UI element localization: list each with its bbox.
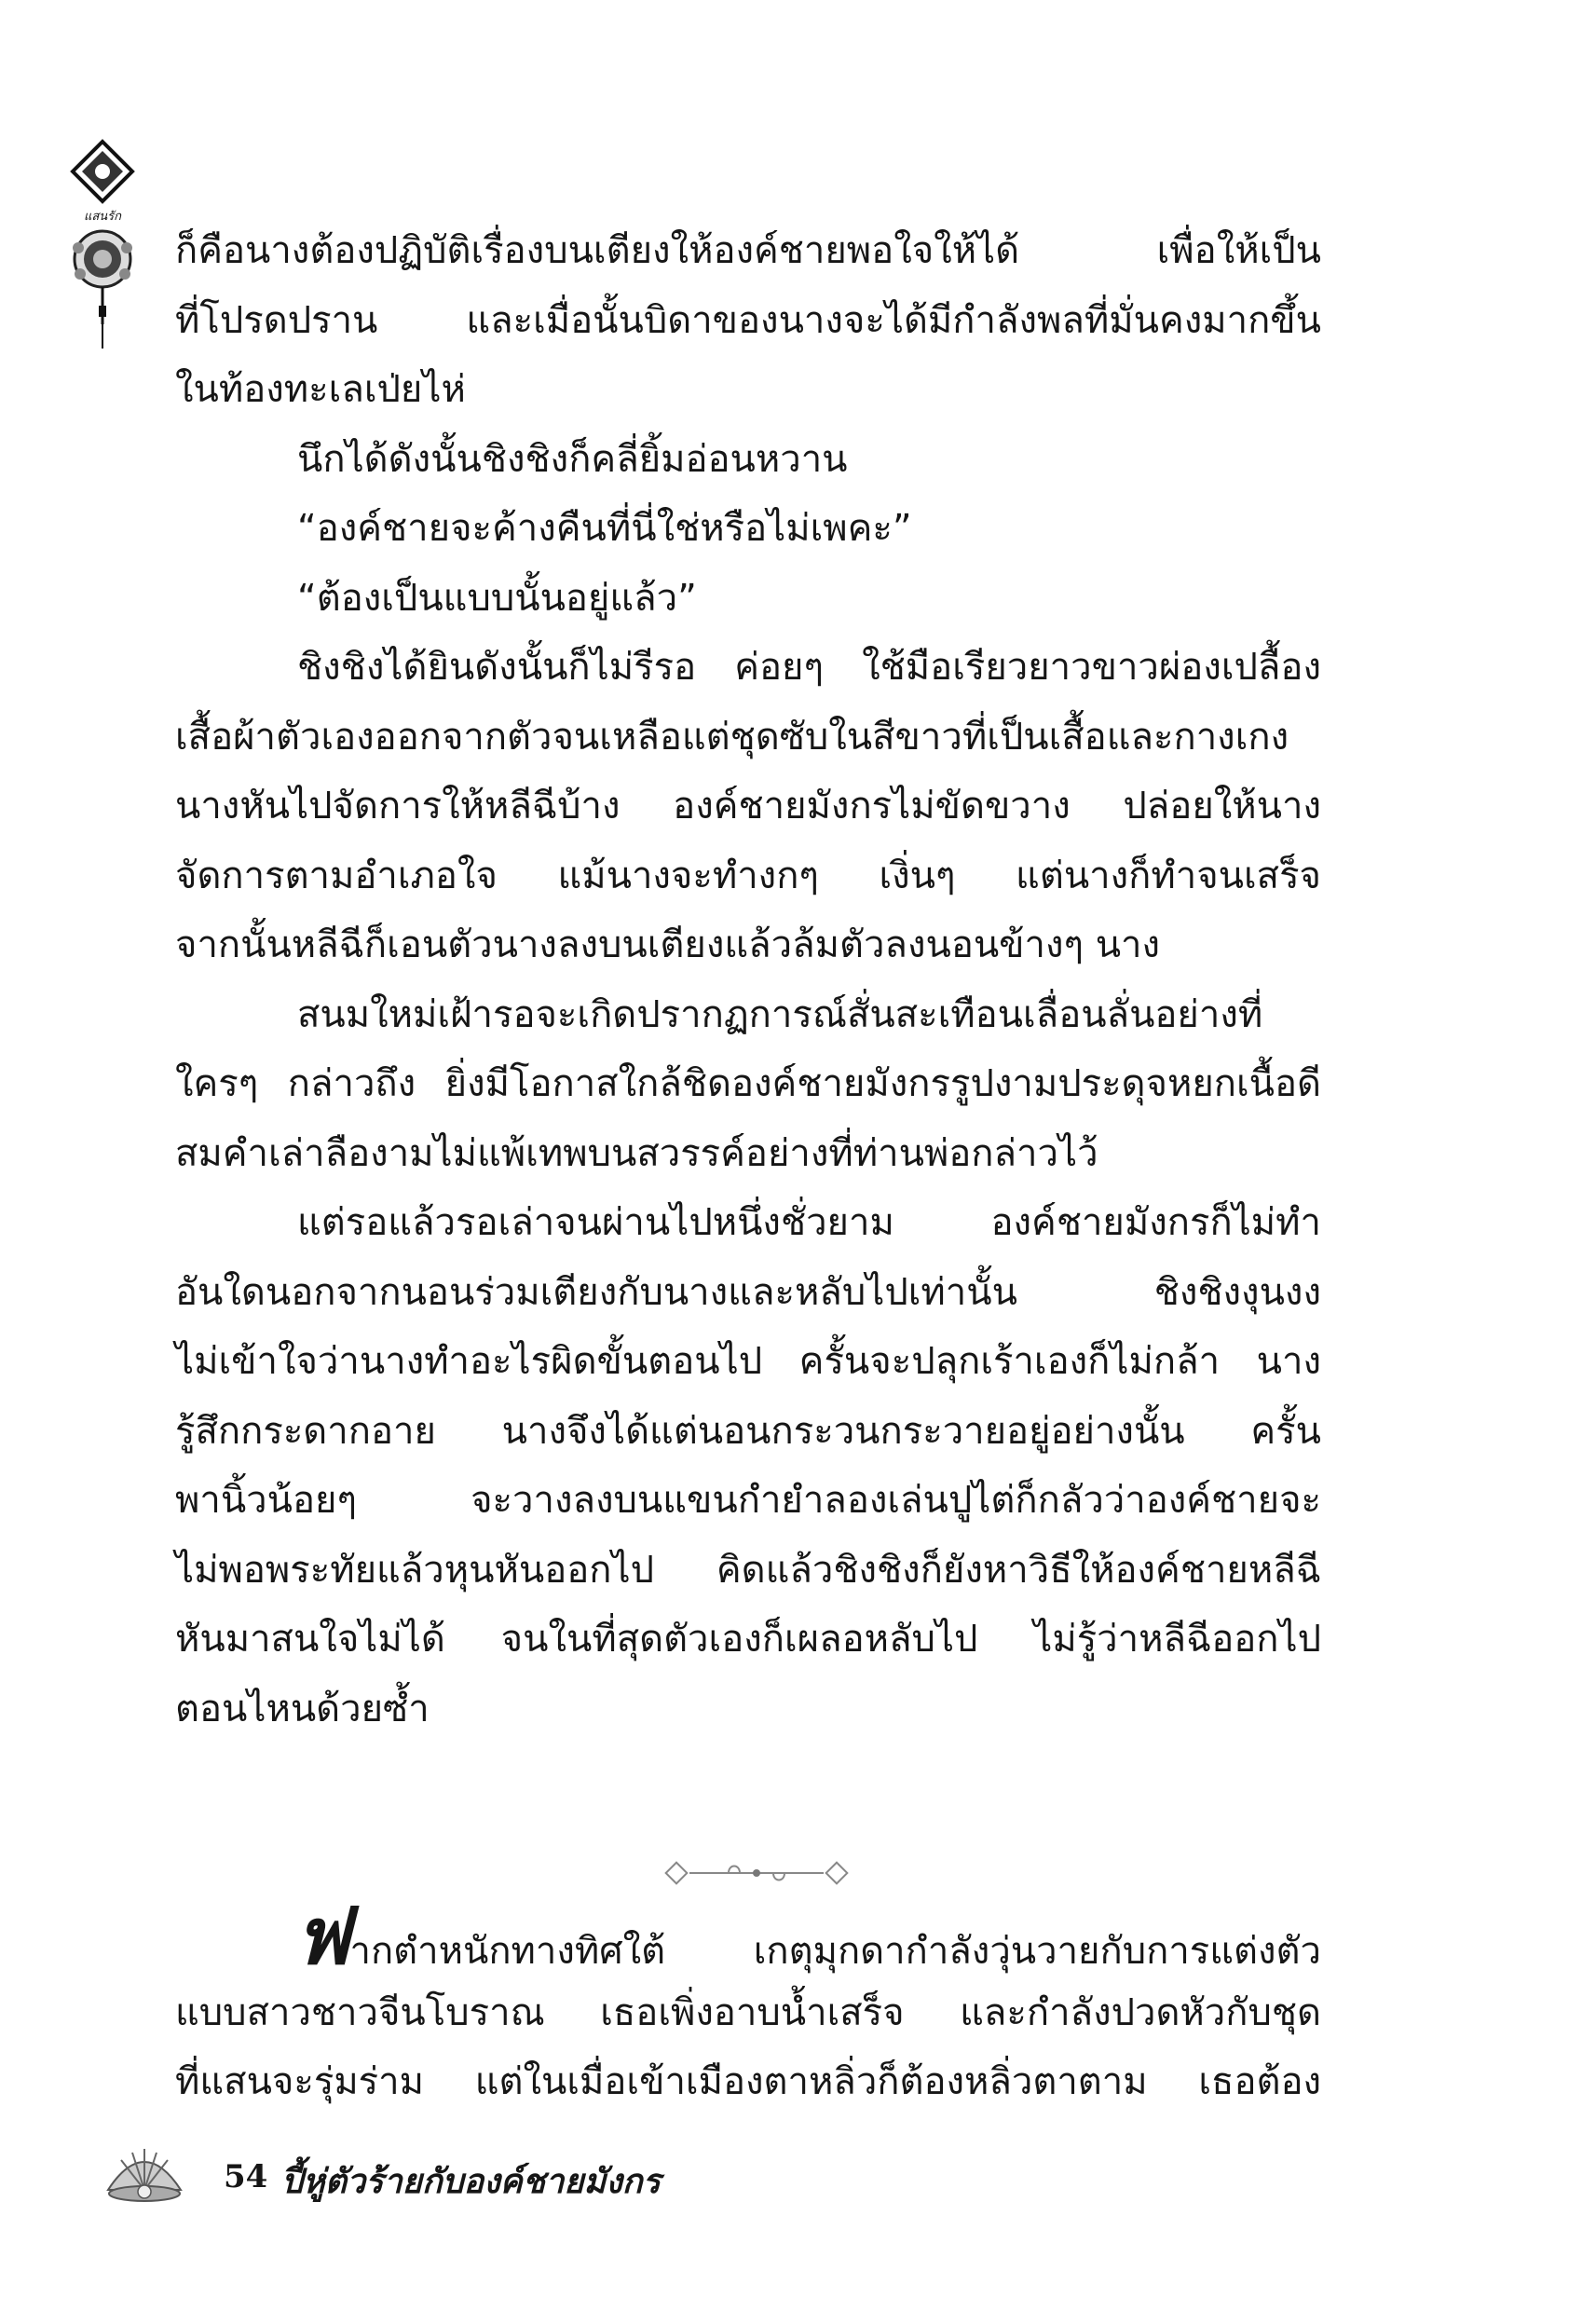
text-line: สมคำเล่าลืองามไม่แพ้เทพบนสวรรค์อย่างที่ท่านพ่อกล่าวไว้ xyxy=(175,1131,1098,1175)
text-line: ไม่พอพระทัยแล้วหุนหันออกไป คิดแล้วชิงชิงก็ยังหาวิธีให้องค์ชายหลีฉี xyxy=(175,1548,1321,1592)
book-title: ปี้หู่ตัวร้ายกับองค์ชายมังกร xyxy=(281,2163,661,2201)
text-line: ากตำหนักทางทิศใต้ เกตุมุกดากำลังวุ่นวายกับการแต่งตัว xyxy=(349,1930,1321,1973)
medallion-icon xyxy=(73,231,132,287)
text-line: ไม่เข้าใจว่านางทำอะไรผิดขั้นตอนไป ครั้นจะปลุกเร้าเองก็ไม่กล้า นาง xyxy=(175,1340,1321,1383)
text-line: ก็คือนางต้องปฏิบัติเรื่องบนเตียงให้องค์ชายพอใจให้ได้ เพื่อให้เป็น xyxy=(175,229,1321,272)
page-footer xyxy=(102,2141,755,2216)
text-line: ในท้องทะเลเป่ยไห่ xyxy=(175,368,466,411)
text-line: ชิงชิงได้ยินดังนั้นก็ไม่รีรอ ค่อยๆ ใช้มือเรียวยาวขาวผ่องเปลื้อง xyxy=(297,646,1321,689)
logo-text: แสนรัก xyxy=(83,210,122,224)
diamond-ornament-icon xyxy=(73,142,132,201)
text-line: จัดการตามอำเภอใจ แม้นางจะทำงกๆ เงิ่นๆ แต่นางก็ทำจนเสร็จ xyxy=(175,854,1321,897)
text-line-with-dropcap xyxy=(175,1890,1321,1982)
tassel-icon xyxy=(99,287,106,349)
text-line: อันใดนอกจากนอนร่วมเตียงกับนางและหลับไปเท่านั้น ชิงชิงงุนงง xyxy=(175,1270,1321,1314)
text-line: แต่รอแล้วรอเล่าจนผ่านไปหนึ่งชั่วยาม องค์ชายมังกรก็ไม่ทำ xyxy=(297,1201,1321,1244)
text-line: ตอนไหนด้วยซ้ำ xyxy=(175,1687,430,1730)
text-line: นึกได้ดังนั้นชิงชิงก็คลี่ยิ้มอ่อนหวาน xyxy=(297,437,848,481)
text-line: “องค์ชายจะค้างคืนที่นี่ใช่หรือไม่เพคะ” xyxy=(297,507,912,550)
text-line: ที่แสนจะรุ่มร่าม แต่ในเมื่อเข้าเมืองตาหลิ่วก็ต้องหลิ่วตาตาม เธอต้อง xyxy=(175,2060,1321,2103)
text-line: รู้สึกกระดากอาย นางจึงได้แต่นอนกระวนกระวายอยู่อย่างนั้น ครั้น xyxy=(175,1409,1321,1453)
text-line: แบบสาวชาวจีนโบราณ เธอเพิ่งอาบน้ำเสร็จ และกำลังปวดหัวกับชุด xyxy=(175,1990,1321,2034)
text-line: ที่โปรดปราน และเมื่อนั้นบิดาของนางจะได้มีกำลังพลที่มั่นคงมากขึ้น xyxy=(175,298,1321,342)
page-number: 54 xyxy=(224,2158,268,2195)
text-line: “ต้องเป็นแบบนั้นอยู่แล้ว” xyxy=(297,576,697,620)
text-line: นางหันไปจัดการให้หลีฉีบ้าง องค์ชายมังกรไม่ขัดขวาง ปล่อยให้นาง xyxy=(175,785,1321,827)
section-two-text xyxy=(175,1890,1321,2117)
text-line: จากนั้นหลีฉีก็เอนตัวนางลงบนเตียงแล้วล้มตัวลงนอนข้างๆ นาง xyxy=(175,923,1161,966)
body-text xyxy=(175,216,1321,1744)
text-line: พานิ้วน้อยๆ จะวางลงบนแขนกำยำลองเล่นปูไต่ก็กลัวว่าองค์ชายจะ xyxy=(175,1479,1321,1522)
text-line: เสื้อผ้าตัวเองออกจากตัวจนเหลือแต่ชุดซับในสีขาวที่เป็นเสื้อและกางเกง xyxy=(175,715,1289,759)
text-line: สนมใหม่เฝ้ารอจะเกิดปรากฏการณ์สั่นสะเทือนเลื่อนลั่นอย่างที่ xyxy=(297,992,1263,1036)
section-divider-icon xyxy=(663,1854,850,1892)
text-line: ใครๆ กล่าวถึง ยิ่งมีโอกาสใกล้ชิดองค์ชายมังกรรูปงามประดุจหยกเนื้อดี xyxy=(175,1062,1321,1105)
publisher-logo xyxy=(67,138,138,352)
drop-cap: ฟ xyxy=(294,1890,350,1982)
shell-pearl-icon xyxy=(102,2141,186,2207)
text-line: หันมาสนใจไม่ได้ จนในที่สุดตัวเองก็เผลอหลับไป ไม่รู้ว่าหลีฉีออกไป xyxy=(175,1618,1321,1661)
